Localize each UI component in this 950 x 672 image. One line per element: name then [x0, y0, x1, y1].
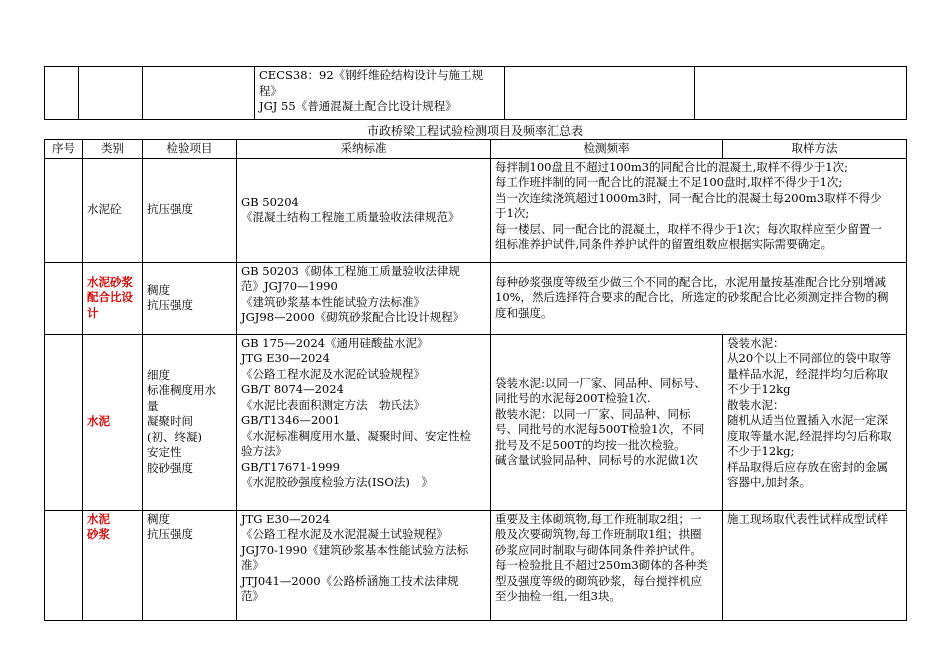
- cell-sampling: [723, 334, 907, 510]
- frequency-line: 批号及不足500T的均按一批次检验。: [495, 437, 686, 452]
- item-line: 稠度: [147, 511, 170, 526]
- header-category: 类别: [83, 140, 143, 159]
- item-line: 抗压强度: [147, 527, 193, 541]
- header-item: 检验项目: [143, 140, 237, 159]
- item-line: 抗压强度: [147, 298, 193, 312]
- standard-line: JGJ98—2000《砌筑砂浆配合比设计规程》: [241, 310, 465, 324]
- sampling-line: 袋装水泥：: [727, 335, 785, 350]
- cell-standards: [237, 158, 491, 262]
- cell-no: [45, 262, 83, 334]
- standard-line: GB/T 8074—2024: [241, 382, 344, 396]
- table-row: [45, 67, 907, 120]
- standard-line: 《混凝土结构工程施工质量验收法律规范》: [241, 210, 460, 224]
- cell-category: 水泥: [83, 334, 143, 510]
- item-line: 稠度: [147, 282, 170, 297]
- standard-line: JGJ 55《普通混凝土配合比设计规程》: [259, 99, 457, 113]
- cell-empty: [143, 67, 255, 120]
- cell-frequency: [491, 262, 907, 334]
- cell-items: [143, 510, 237, 620]
- sampling-line: 从20个以上不同部位的袋中取等: [727, 351, 892, 365]
- standard-line: JGJ70-1990《建筑砂浆基本性能试验方法标: [241, 542, 469, 557]
- standard-line: CECS38：92《钢纤维砼结构设计与施工规: [259, 68, 484, 82]
- standard-line: 范》JGJ70—1990: [241, 279, 338, 293]
- summary-table: [44, 139, 907, 621]
- item-line: (初、终凝): [147, 429, 202, 444]
- cell-standards: [237, 262, 491, 334]
- frequency-line: 每拌制100盘且不超过100m3的同配合比的混凝土,取样不得少于1次;: [495, 159, 848, 174]
- table-caption: 市政桥梁工程试验检测项目及频率汇总表: [366, 124, 583, 138]
- cell-frequency: [491, 158, 907, 262]
- cell-no: [45, 510, 83, 620]
- item-line: 标准稠度用水: [147, 383, 216, 398]
- frequency-line: 当一次连续浇筑超过1000m3时，同一配合比的混凝土每200m3取样不得少: [495, 190, 882, 205]
- sampling-line: 样品取得后应存放在密封的金属: [727, 459, 888, 474]
- standard-line: GB/T17671-1999: [241, 459, 340, 474]
- cell-category: 水泥砼: [83, 158, 143, 262]
- header-standard: 采纳标准: [237, 140, 491, 159]
- cell-empty: [505, 67, 695, 120]
- frequency-line: 于1次;: [495, 206, 530, 220]
- sampling-line: 不少于12kg: [727, 382, 791, 396]
- header-row: [45, 140, 907, 159]
- header-sampling: 取样方法: [723, 140, 907, 159]
- standard-line: JTG E30—2024: [241, 511, 330, 526]
- table-row: [45, 510, 907, 620]
- cell-frequency: [491, 334, 723, 510]
- frequency-line: 袋装水泥:以同一厂家、同品种、同标号、: [495, 375, 706, 390]
- header-no: 序号: [45, 140, 83, 159]
- sampling-line: 施工现场取代表性试样成型试样: [727, 511, 888, 526]
- cell-no: [45, 334, 83, 510]
- item-line: 细度: [147, 367, 170, 382]
- standard-line: 《公路工程水泥及水泥砼试验规程》: [241, 366, 425, 381]
- header-frequency: 检测频率: [491, 140, 723, 159]
- standard-line: 准》: [241, 558, 264, 572]
- cell-items: [143, 262, 237, 334]
- frequency-line: 10%，然后选择符合要求的配合比，所选定的砂浆配合比必须测定拌合物的稠: [495, 290, 889, 305]
- cell-items: [143, 158, 237, 262]
- frequency-line: 每种砂浆强度等级至少做三个不同的配合比，水泥用量按基准配合比分别增减: [495, 274, 886, 289]
- frequency-line: 组标准养护试件,同条件养护试件的留置组数应根据实际需要确定。: [495, 237, 833, 251]
- frequency-line: 碱含量试验同品种、同标号的水泥做1次: [495, 453, 698, 467]
- cell-empty: [79, 67, 143, 120]
- standard-line: GB 50204: [241, 194, 299, 209]
- sampling-line: 散装水泥：: [727, 397, 785, 412]
- frequency-line: 号、同批号的水泥每500T检验1次，不同: [495, 422, 705, 436]
- standard-line: 程》: [259, 83, 282, 98]
- category-line: 砂浆: [87, 527, 110, 541]
- frequency-line: 砂浆应同时制取与砌体同条件养护试件。: [495, 542, 702, 557]
- frequency-line: 每工作班拌制的同一配合比的混凝土不足100盘时,取样不得少于1次;: [495, 175, 843, 189]
- sampling-line: 度取等量水泥,经混拌均匀后称取: [727, 428, 892, 443]
- standard-line: JTG E30—2024: [241, 351, 330, 365]
- standard-line: GB 175—2024《通用硅酸盐水泥》: [241, 335, 429, 350]
- frequency-line: 至少抽检一组,一组3块。: [495, 589, 621, 603]
- cell-items: [143, 334, 237, 510]
- frequency-line: 型及强度等级的砌筑砂浆，每台搅拌机应: [495, 573, 702, 588]
- item-line: 抗压强度: [147, 202, 193, 217]
- cell-standards: [255, 67, 505, 120]
- top-fragment-table: [44, 66, 907, 120]
- category-line: 水泥: [87, 511, 110, 526]
- standard-line: 《建筑砂浆基本性能试验方法标准》: [241, 294, 425, 309]
- item-line: 量: [147, 398, 159, 413]
- frequency-line: 散装水泥：以同一厂家、同品种、同标: [495, 406, 691, 421]
- frequency-line: 每一楼层、同一配合比的混凝土，取样不得少于1次；每次取样应至少留置一: [495, 221, 882, 236]
- item-line: 安定性: [147, 445, 182, 460]
- standard-line: JTJ041—2000《公路桥涵施工技术法律规: [241, 573, 459, 588]
- cell-standards: [237, 510, 491, 620]
- standard-line: GB/T1346—2001: [241, 413, 341, 427]
- table-row: [45, 334, 907, 510]
- cell-empty: [695, 67, 907, 120]
- cell-standards: [237, 334, 491, 510]
- sampling-line: 不少于12kg;: [727, 444, 795, 458]
- cell-category: [83, 510, 143, 620]
- standard-line: 《水泥标准稠度用水量、凝聚时间、安定性检: [241, 428, 471, 443]
- frequency-line: 般及次要砌筑物,每工作班制取1组；拱圈: [495, 527, 702, 541]
- cell-category: 水泥砂浆配合比设计: [83, 262, 143, 334]
- standard-line: 《水泥胶砂强度检验方法(ISO法) 》: [241, 475, 433, 489]
- sampling-line: 量样品水泥，经混拌均匀后称取: [727, 366, 888, 381]
- standard-line: 《水泥比表面积测定方法 勃氏法》: [241, 397, 425, 412]
- standard-line: 范》: [241, 589, 264, 603]
- sampling-line: 随机从适当位置插入水泥一定深: [727, 413, 888, 427]
- frequency-line: 度和强度。: [495, 305, 553, 320]
- item-line: 凝聚时间: [147, 414, 193, 429]
- cell-frequency: [491, 510, 723, 620]
- standard-line: 验方法》: [241, 444, 287, 458]
- frequency-line: 每一检验批且不超过250m3砌体的各种类: [495, 558, 708, 572]
- standard-line: GB 50203《砌体工程施工质量验收法律规: [241, 263, 460, 278]
- cell-sampling: [723, 510, 907, 620]
- sampling-line: 容器中,加封条。: [727, 475, 812, 489]
- item-line: 胶砂强度: [147, 460, 193, 475]
- standard-line: 《公路工程水泥及水泥混凝土试验规程》: [241, 527, 448, 541]
- table-row: [45, 262, 907, 334]
- frequency-line: 重要及主体砌筑物,每工作班制取2组；一: [495, 511, 702, 526]
- frequency-line: 同批号的水泥每200T检验1次.: [495, 391, 651, 405]
- cell-empty: [45, 67, 79, 120]
- table-row: [45, 158, 907, 262]
- cell-no: [45, 158, 83, 262]
